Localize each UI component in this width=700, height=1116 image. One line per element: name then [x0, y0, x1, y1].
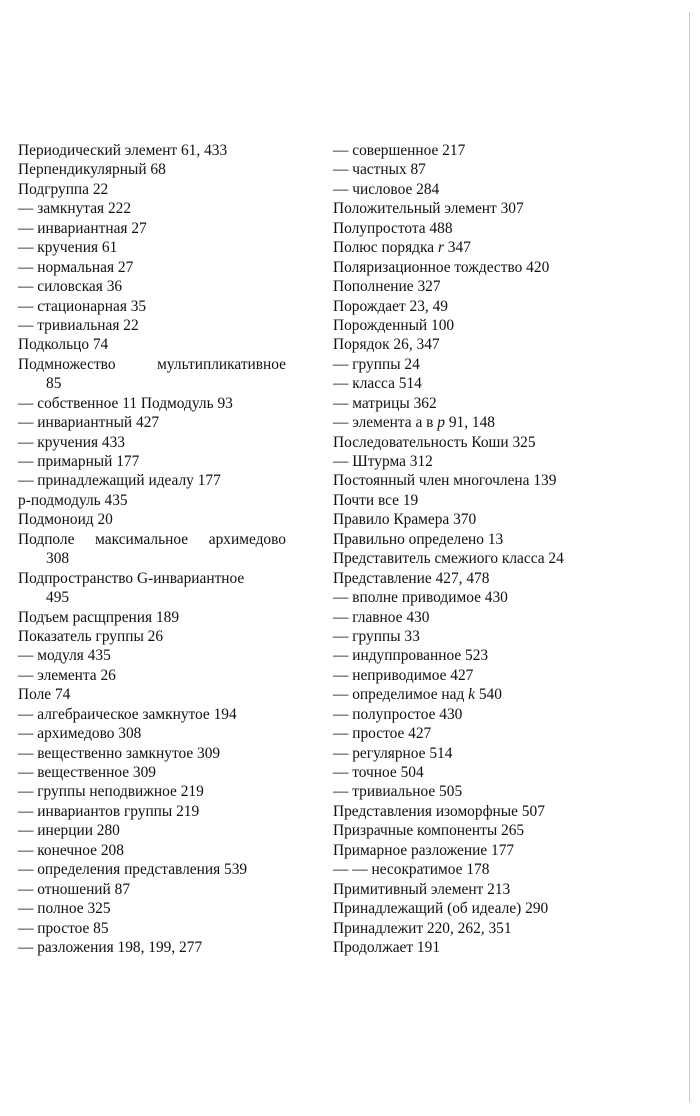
- index-subentry: — инвариантная 27: [18, 219, 147, 237]
- entry-word: мультипликативное: [157, 355, 286, 373]
- index-entry-justified: [18, 530, 286, 549]
- index-subentry: [333, 685, 623, 704]
- entry-text: — определимое над: [333, 686, 469, 704]
- index-entry: Примитивный элемент 213: [333, 880, 511, 898]
- index-entry: Подгруппа 22: [18, 180, 109, 198]
- index-subentry: — полупростое 430: [333, 705, 463, 723]
- index-subentry: — точное 504: [333, 764, 424, 781]
- index-entry: Постоянный член многочлена 139: [333, 472, 557, 490]
- index-entry: Полупростота 488: [333, 219, 453, 237]
- index-entry: Представитель смежиого класса 24: [333, 550, 564, 568]
- entry-text: — элемента а в: [333, 414, 438, 432]
- index-subentry: — простое 85: [18, 919, 109, 937]
- index-subentry: — элемента 26: [18, 666, 116, 684]
- index-entry: Поляризационное тождество 420: [333, 258, 550, 276]
- index-entry-continuation: 85: [46, 375, 62, 393]
- index-entry: Подкольцо 74: [18, 336, 109, 354]
- entry-text: Полюс порядка: [333, 239, 438, 257]
- index-subentry: — собственное 11 Подмодуль 93: [18, 394, 233, 412]
- entry-math-symbol: r: [437, 239, 444, 257]
- entry-word: архимедово: [208, 530, 286, 548]
- index-entry: Продолжает 191: [333, 938, 441, 956]
- index-subentry: — тривиальная 22: [18, 316, 139, 334]
- index-entry: Примарное разложение 177: [333, 841, 515, 859]
- entry-text: 347: [443, 239, 471, 257]
- index-subentry: [333, 413, 623, 432]
- index-entry: Принадлежащий (об идеале) 290: [333, 900, 549, 918]
- index-entry: Представления изоморфные 507: [333, 802, 545, 820]
- index-entry: Принадлежит 220, 262, 351: [333, 919, 512, 937]
- index-entry: Показатель группы 26: [18, 627, 164, 645]
- index-entry: Порядок 26, 347: [333, 336, 440, 354]
- index-subentry: — индуппрованное 523: [333, 647, 489, 665]
- index-subentry: — полное 325: [18, 900, 111, 918]
- index-subentry: — — несократимое 178: [333, 861, 490, 879]
- index-subentry: — стационарная 35: [18, 297, 147, 315]
- index-entry: Порождает 23, 49: [333, 297, 448, 315]
- index-subentry: — неприводимое 427: [333, 666, 474, 684]
- index-subentry: — отношений 87: [18, 880, 131, 898]
- index-subentry: — разложения 198, 199, 277: [18, 938, 203, 956]
- index-subentry: — частных 87: [333, 161, 426, 179]
- index-subentry: — группы 24: [333, 355, 420, 373]
- index-subentry: — инвариантов группы 219: [18, 802, 200, 820]
- index-entry: Периодический элемент 61, 433: [18, 142, 228, 159]
- index-entry: Подмоноид 20: [18, 511, 113, 529]
- index-subentry: — инерции 280: [18, 822, 120, 840]
- entry-word: Подмножество: [18, 355, 116, 373]
- index-entry-continuation: 308: [46, 550, 70, 568]
- index-subentry: — числовое 284: [333, 180, 440, 198]
- index-subentry: — тривиальное 505: [333, 783, 463, 801]
- index-subentry: — силовская 36: [18, 278, 123, 296]
- index-subentry: — архимедово 308: [18, 725, 142, 743]
- entry-text: 91, 148: [444, 414, 496, 432]
- index-subentry: — конечное 208: [18, 841, 124, 859]
- index-subentry: — класса 514: [333, 375, 422, 393]
- index-subentry: — группы 33: [333, 627, 420, 645]
- index-subentry: — примарный 177: [18, 453, 140, 470]
- index-entry: p-подмодуль 435: [18, 491, 128, 509]
- index-entry: Призрачные компоненты 265: [333, 822, 525, 840]
- index-subentry: — кручения 433: [18, 433, 125, 451]
- index-entry: Почти все 19: [333, 491, 419, 509]
- index-entry: Последовательность Коши 325: [333, 433, 536, 451]
- entry-text: 540: [474, 686, 502, 704]
- index-subentry: — алгебраическое замкнутое 194: [18, 705, 237, 723]
- left-index-column: [18, 141, 286, 957]
- index-entry: Положительный элемент 307: [333, 200, 524, 218]
- index-entry: Подъем расщпрения 189: [18, 608, 180, 626]
- index-subentry: — простое 427: [333, 725, 432, 743]
- index-entry: Правильно определено 13: [333, 530, 504, 548]
- page-edge-line: [689, 12, 690, 1102]
- entry-math-symbol: p: [437, 414, 445, 432]
- index-subentry: — инвариантный 427: [18, 414, 160, 432]
- index-entry: Правило Крамера 370: [333, 511, 477, 529]
- index-entry: Порожденный 100: [333, 316, 455, 334]
- index-subentry: — матрицы 362: [333, 394, 437, 412]
- index-subentry: — принадлежащий идеалу 177: [18, 472, 221, 490]
- index-subentry: — замкнутая 222: [18, 200, 132, 218]
- index-subentry: — вещественное 309: [18, 764, 156, 781]
- index-subentry: — группы неподвижное 219: [18, 783, 204, 801]
- index-entry-justified: [18, 355, 286, 374]
- index-entry: Поле 74: [18, 686, 71, 704]
- index-entry: Перпендикулярный 68: [18, 161, 166, 179]
- entry-word: Подполе: [18, 530, 75, 548]
- index-subentry: — кручения 61: [18, 239, 118, 257]
- index-entry: Представление 427, 478: [333, 569, 490, 587]
- index-subentry: — модуля 435: [18, 647, 111, 665]
- index-subentry: — определения представления 539: [18, 861, 248, 879]
- entry-math-symbol: k: [468, 686, 475, 704]
- index-entry: [333, 238, 623, 257]
- index-subentry: — главное 430: [333, 608, 430, 626]
- index-subentry: — вещественно замкнутое 309: [18, 744, 221, 762]
- right-index-column: [333, 141, 623, 957]
- index-subentry: — Штурма 312: [333, 453, 433, 470]
- index-entry: Пополнение 327: [333, 278, 441, 296]
- index-subentry: — нормальная 27: [18, 258, 134, 276]
- index-subentry: — совершенное 217: [333, 142, 466, 159]
- index-entry: Подпространство G-инвариантное: [18, 569, 245, 587]
- index-subentry: — регулярное 514: [333, 744, 453, 762]
- entry-word: максимальное: [95, 530, 189, 548]
- index-subentry: — вполне приводимое 430: [333, 589, 508, 607]
- index-entry-continuation: 495: [46, 589, 70, 607]
